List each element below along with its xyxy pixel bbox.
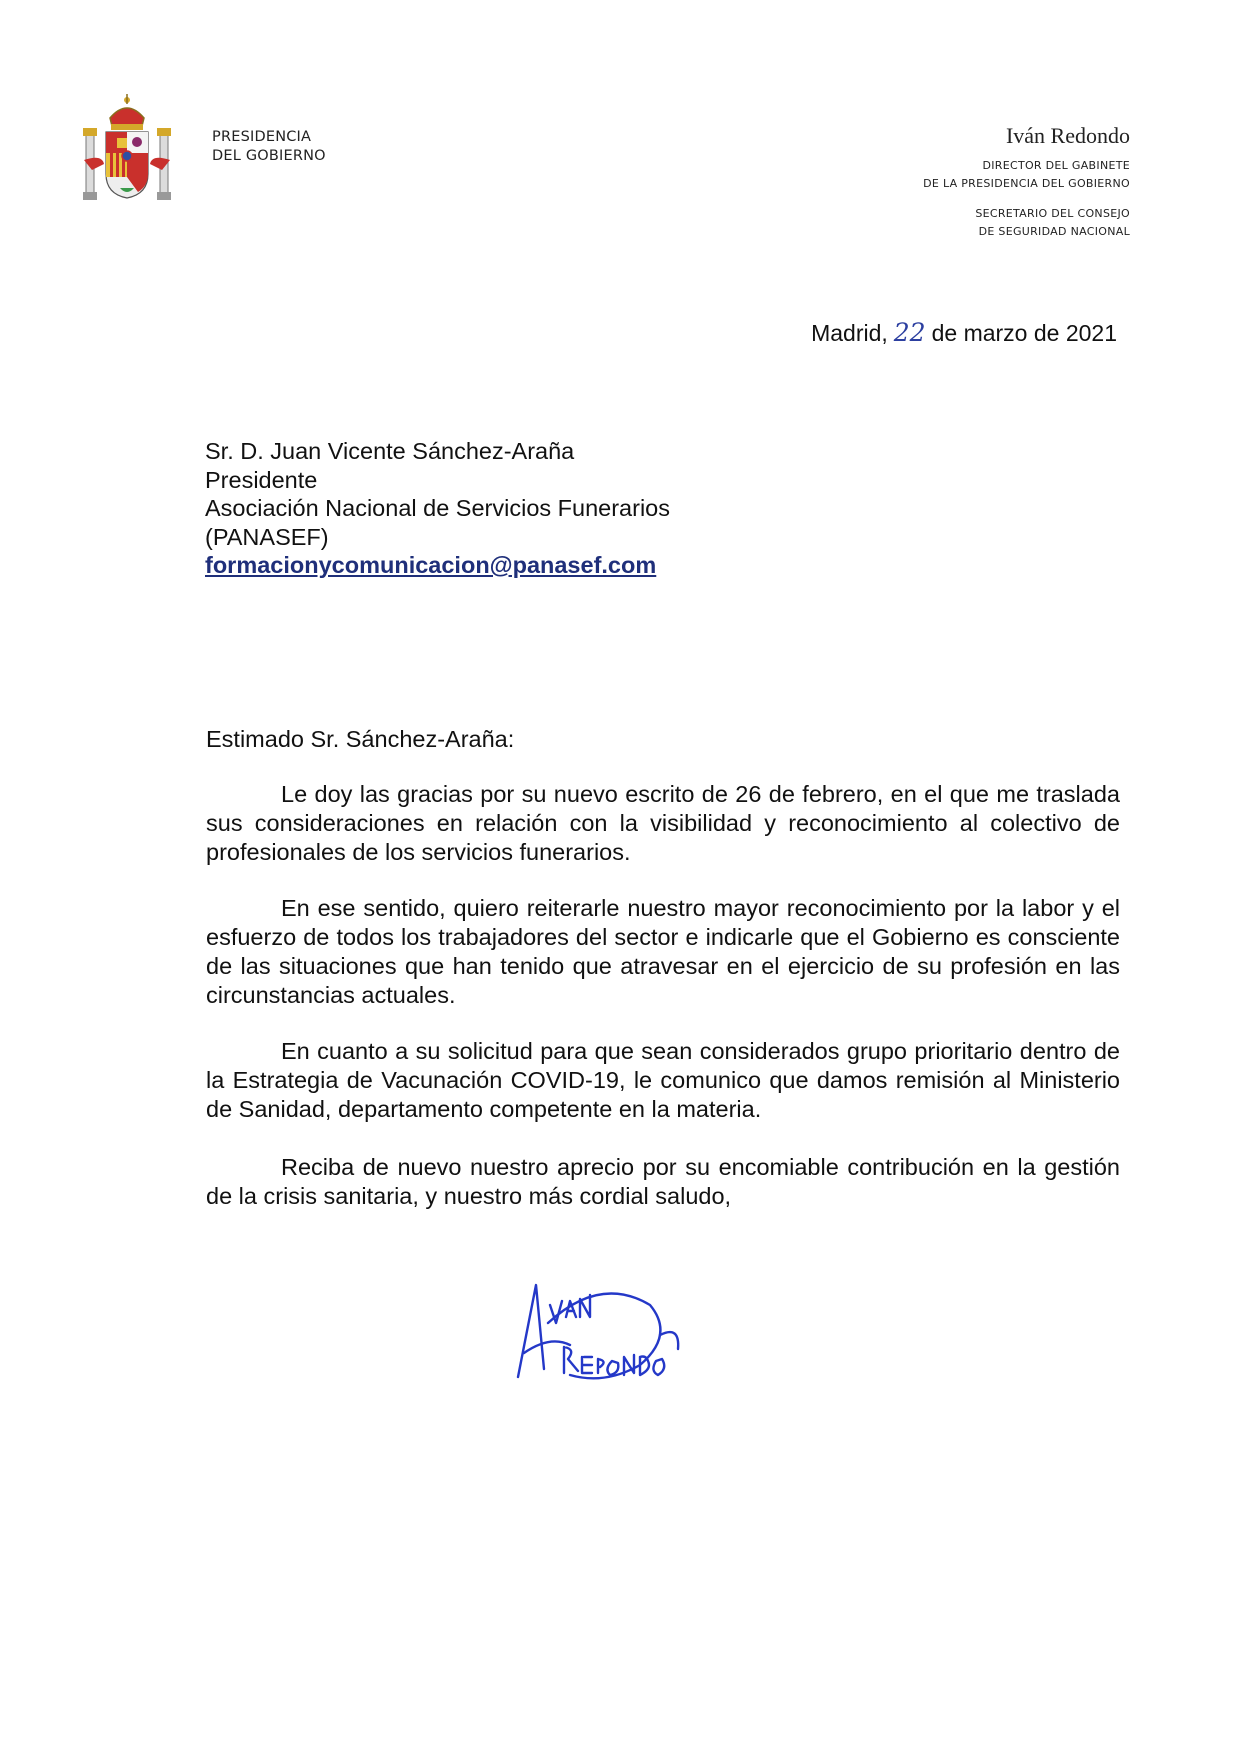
body-paragraph-2: En ese sentido, quiero reiterarle nuestro mayor reconocimiento por la labor y el esfuerzo de todos los trabajadores del sector e indicarle que el Gobierno es consciente de las situaciones que han tenido que atravesar en el ejercicio de su profesión en las circunstancias actuales. <box>206 895 1120 1008</box>
letter-date <box>811 318 1117 347</box>
sender-title2-line-1: SECRETARIO DEL CONSEJO <box>975 207 1130 220</box>
recipient-organization: Asociación Nacional de Servicios Funerarios <box>205 495 670 521</box>
institution-line-1: PRESIDENCIA <box>212 129 312 145</box>
recipient-role: Presidente <box>205 466 318 493</box>
recipient-name: Sr. D. Juan Vicente Sánchez-Araña <box>205 438 575 464</box>
body-paragraph-3: En cuanto a su solicitud para que sean considerados grupo prioritario dentro de la Estrategia de Vacunación COVID-19, le comunico que damos remisión al Ministerio de Sanidad, departamento competente en la materia. <box>206 1038 1120 1122</box>
coat-of-arms-icon <box>82 90 172 210</box>
recipient-email-link[interactable]: formacionycomunicacion@panasef.com <box>205 552 657 578</box>
sender-block <box>923 123 1130 241</box>
institution-line-2: DEL GOBIERNO <box>212 148 326 164</box>
handwritten-signature <box>510 1265 700 1395</box>
date-rest: de marzo de 2021 <box>931 320 1117 346</box>
sender-name: Iván Redondo <box>1005 123 1130 148</box>
sender-title2-line-2: DE SEGURIDAD NACIONAL <box>978 225 1130 238</box>
sender-title-line-1: DIRECTOR DEL GABINETE <box>982 159 1130 172</box>
recipient-block <box>205 437 670 580</box>
sender-title-line-2: DE LA PRESIDENCIA DEL GOBIERNO <box>923 177 1130 190</box>
date-day-handwritten: 22 <box>893 318 926 347</box>
recipient-acronym: (PANASEF) <box>205 523 329 550</box>
institution-name <box>212 128 326 166</box>
salutation: Estimado Sr. Sánchez-Araña: <box>206 726 515 752</box>
body-paragraph-4: Reciba de nuevo nuestro aprecio por su encomiable contribución en la gestión de la crisis sanitaria, y nuestro más cordial saludo, <box>206 1154 1120 1209</box>
body-paragraph-1: Le doy las gracias por su nuevo escrito de 26 de febrero, en el que me traslada sus consideraciones en relación con la visibilidad y reconocimiento al colectivo de profesionales de los servicios funerarios. <box>206 781 1120 865</box>
date-city: Madrid, <box>811 320 888 346</box>
